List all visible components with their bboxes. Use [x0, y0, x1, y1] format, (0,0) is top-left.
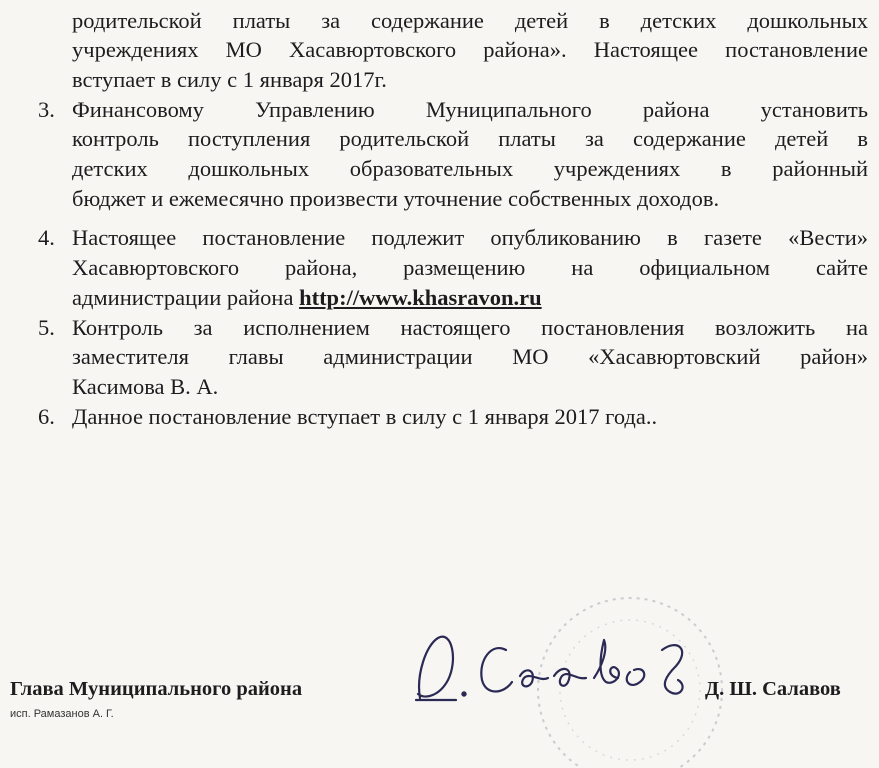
intro-line-2: учреждениях МО Хасавюртовского района». Настоящее постановление	[72, 37, 868, 62]
handwritten-signature	[408, 620, 698, 720]
item-4-line-3	[72, 285, 542, 311]
item-4-line-2: Хасавюртовского района, размещению на официальном сайте	[72, 255, 868, 280]
intro-line-1: родительской платы за содержание детей в детских дошкольных	[72, 8, 868, 33]
item-3-line-4: бюджет и ежемесячно произвести уточнение собственных доходов.	[72, 186, 720, 211]
item-3-number: 3.	[38, 97, 55, 122]
item-3-line-1: Финансовому Управлению Муниципального района установить	[72, 97, 868, 122]
item-6-line-1: Данное постановление вступает в силу с 1 января 2017 года..	[72, 404, 658, 429]
intro-line-3: вступает в силу с 1 января 2017г.	[72, 67, 387, 92]
item-3-line-3: детских дошкольных образовательных учреждениях в районный	[72, 156, 868, 181]
website-link[interactable]: http://www.khasravon.ru	[299, 285, 542, 310]
signatory-title: Глава Муниципального района	[10, 678, 303, 700]
signatory-name: Д. Ш. Салавов	[705, 678, 841, 700]
item-6-number: 6.	[38, 404, 55, 429]
item-4-number: 4.	[38, 225, 55, 250]
item-5-line-1: Контроль за исполнением настоящего постановления возложить на	[72, 315, 868, 340]
item-5-line-2: заместителя главы администрации МО «Хасавюртовский район»	[72, 344, 868, 369]
item-3-line-2: контроль поступления родительской платы за содержание детей в	[72, 126, 868, 151]
item-5-number: 5.	[38, 315, 55, 340]
executor-note: исп. Рамазанов А. Г.	[10, 708, 114, 720]
item-4-line-3-text: администрации района	[72, 285, 294, 310]
item-5-line-3: Касимова В. А.	[72, 374, 219, 399]
item-4-line-1: Настоящее постановление подлежит опубликованию в газете «Вести»	[72, 225, 868, 250]
